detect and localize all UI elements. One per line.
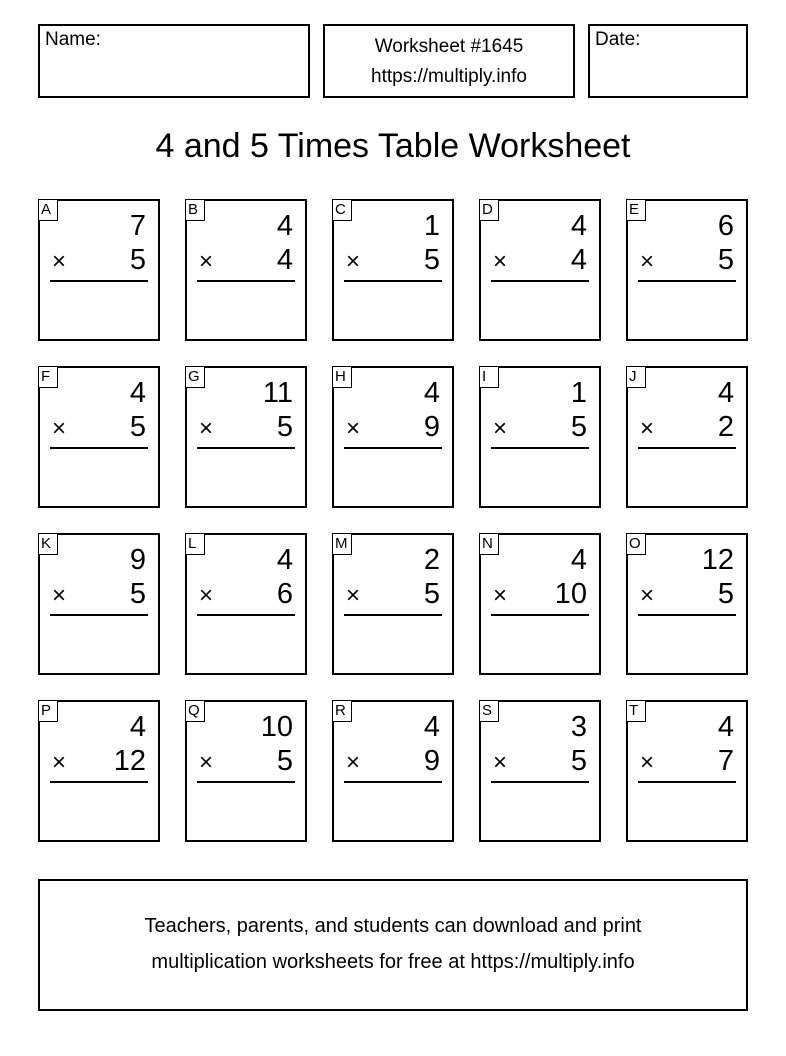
answer-line — [344, 781, 442, 783]
answer-line — [491, 614, 589, 616]
problem-card[interactable] — [185, 199, 307, 341]
answer-line — [344, 447, 442, 449]
multiply-sign: × — [52, 415, 67, 442]
problem-card[interactable] — [332, 366, 454, 508]
problem-letter: T — [626, 700, 646, 722]
multiply-sign: × — [640, 415, 655, 442]
multiplicand: 2 — [423, 544, 440, 576]
multiplier: 5 — [423, 244, 440, 276]
answer-line — [491, 280, 589, 282]
multiply-sign: × — [346, 248, 361, 275]
problem-card[interactable] — [185, 366, 307, 508]
multiply-sign: × — [52, 248, 67, 275]
multiply-sign: × — [199, 749, 214, 776]
worksheet-number: Worksheet #1645 — [374, 36, 524, 57]
answer-line — [197, 280, 295, 282]
footer-text-line-1: Teachers, parents, and students can download and print — [144, 915, 642, 937]
multiplier: 4 — [570, 244, 587, 276]
multiplicand: 1 — [423, 210, 440, 242]
problem-card[interactable] — [185, 700, 307, 842]
multiply-sign: × — [493, 415, 508, 442]
problem-letter: G — [185, 366, 205, 388]
multiplicand: 10 — [260, 711, 293, 743]
answer-line — [638, 781, 736, 783]
multiply-sign: × — [52, 582, 67, 609]
page-title: 4 and 5 Times Table Worksheet — [155, 127, 631, 165]
multiply-sign: × — [199, 248, 214, 275]
multiplier: 5 — [129, 578, 146, 610]
multiplier: 5 — [423, 578, 440, 610]
answer-line — [50, 280, 148, 282]
answer-line — [491, 781, 589, 783]
problem-letter: N — [479, 533, 499, 555]
multiply-sign: × — [493, 582, 508, 609]
problem-card[interactable] — [626, 533, 748, 675]
problem-card[interactable] — [332, 533, 454, 675]
multiplier: 6 — [276, 578, 293, 610]
problem-letter: K — [38, 533, 58, 555]
problem-letter: L — [185, 533, 205, 555]
multiplier: 9 — [423, 745, 440, 777]
multiplier: 5 — [129, 244, 146, 276]
multiplicand: 9 — [129, 544, 146, 576]
problem-letter: A — [38, 199, 58, 221]
worksheet-url: https://multiply.info — [371, 66, 527, 87]
answer-line — [50, 614, 148, 616]
problem-card[interactable] — [626, 366, 748, 508]
problem-card[interactable] — [332, 700, 454, 842]
problem-letter: E — [626, 199, 646, 221]
answer-line — [638, 614, 736, 616]
multiplicand: 4 — [423, 711, 440, 743]
problem-letter: Q — [185, 700, 205, 722]
multiply-sign: × — [199, 582, 214, 609]
problem-letter: M — [332, 533, 352, 555]
multiply-sign: × — [640, 248, 655, 275]
answer-line — [50, 781, 148, 783]
multiplicand: 12 — [701, 544, 734, 576]
multiplier: 5 — [276, 745, 293, 777]
multiplier: 5 — [570, 745, 587, 777]
multiplicand: 4 — [423, 377, 440, 409]
multiply-sign: × — [346, 749, 361, 776]
answer-line — [638, 280, 736, 282]
multiplier: 10 — [554, 578, 587, 610]
problem-card[interactable] — [38, 366, 160, 508]
problem-card[interactable] — [38, 533, 160, 675]
multiplicand: 11 — [262, 377, 293, 409]
answer-line — [344, 280, 442, 282]
multiplier: 5 — [717, 244, 734, 276]
problem-card[interactable] — [626, 199, 748, 341]
multiplicand: 4 — [717, 377, 734, 409]
multiplicand: 4 — [129, 377, 146, 409]
multiply-sign: × — [493, 248, 508, 275]
answer-line — [50, 447, 148, 449]
multiplicand: 6 — [717, 210, 734, 242]
answer-line — [344, 614, 442, 616]
multiplier: 5 — [717, 578, 734, 610]
multiply-sign: × — [346, 415, 361, 442]
multiplier: 5 — [276, 411, 293, 443]
problem-card[interactable] — [38, 199, 160, 341]
multiplier: 9 — [423, 411, 440, 443]
answer-line — [197, 614, 295, 616]
problem-card[interactable] — [185, 533, 307, 675]
footer-box — [38, 879, 748, 1011]
multiplicand: 7 — [129, 210, 146, 242]
multiplicand: 1 — [570, 377, 587, 409]
problem-letter: H — [332, 366, 352, 388]
multiplier: 7 — [717, 745, 734, 777]
problem-letter: F — [38, 366, 58, 388]
answer-line — [638, 447, 736, 449]
multiplicand: 4 — [276, 210, 293, 242]
multiplier: 12 — [113, 745, 146, 777]
problem-card[interactable] — [38, 700, 160, 842]
multiplier: 2 — [717, 411, 734, 443]
multiply-sign: × — [640, 582, 655, 609]
problem-letter: J — [626, 366, 646, 388]
problem-letter: B — [185, 199, 205, 221]
problem-card[interactable] — [479, 199, 601, 341]
problem-letter: O — [626, 533, 646, 555]
multiplicand: 4 — [276, 544, 293, 576]
answer-line — [491, 447, 589, 449]
problem-card[interactable] — [479, 366, 601, 508]
problem-card[interactable] — [332, 199, 454, 341]
problem-card[interactable] — [626, 700, 748, 842]
answer-line — [197, 447, 295, 449]
problem-letter: D — [479, 199, 499, 221]
multiplicand: 3 — [570, 711, 587, 743]
problem-letter: I — [479, 366, 499, 388]
problem-letter: S — [479, 700, 499, 722]
problem-letter: R — [332, 700, 352, 722]
multiplicand: 4 — [570, 210, 587, 242]
multiplicand: 4 — [717, 711, 734, 743]
multiply-sign: × — [52, 749, 67, 776]
problem-card[interactable] — [479, 533, 601, 675]
multiplicand: 4 — [570, 544, 587, 576]
multiply-sign: × — [199, 415, 214, 442]
multiplier: 4 — [276, 244, 293, 276]
multiply-sign: × — [346, 582, 361, 609]
answer-line — [197, 781, 295, 783]
date-label: Date: — [595, 29, 641, 50]
problem-letter: C — [332, 199, 352, 221]
multiply-sign: × — [640, 749, 655, 776]
problem-letter: P — [38, 700, 58, 722]
multiplicand: 4 — [129, 711, 146, 743]
multiply-sign: × — [493, 749, 508, 776]
footer-text-line-2: multiplication worksheets for free at https://multiply.info — [151, 951, 635, 973]
name-label: Name: — [45, 29, 101, 50]
multiplier: 5 — [570, 411, 587, 443]
problem-card[interactable] — [479, 700, 601, 842]
multiplier: 5 — [129, 411, 146, 443]
